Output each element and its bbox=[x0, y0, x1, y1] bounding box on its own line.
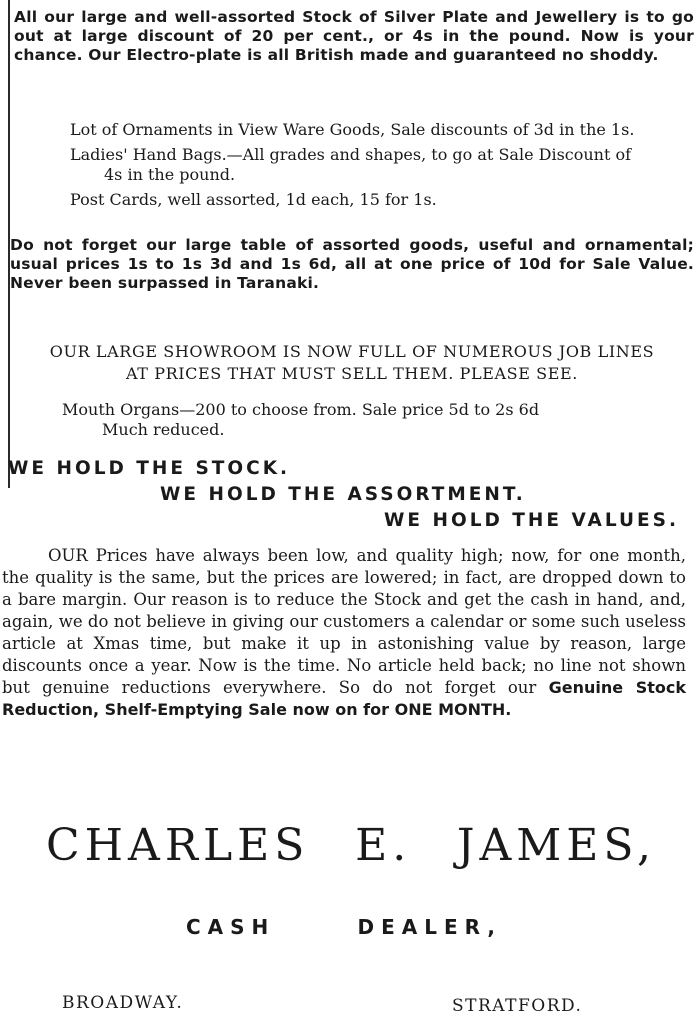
merchant-trade bbox=[186, 915, 502, 939]
item-hand-bags: Ladies' Hand Bags.—All grades and shapes, to go at Sale Discount of 4s in the pound. bbox=[70, 145, 632, 184]
body-paragraph bbox=[2, 545, 686, 721]
showroom-line-1: OUR LARGE SHOWROOM IS NOW FULL OF NUMEROUS JOB LINES bbox=[49, 342, 655, 361]
mouth-organs-item bbox=[62, 400, 652, 440]
merchant-first-name: CHARLES bbox=[46, 820, 310, 871]
merchant-initial: E. bbox=[355, 820, 412, 871]
body-bold-ending: Genuine Stock Reduction, Shelf-Emptying Sale now on for ONE MONTH. bbox=[2, 678, 686, 719]
town-name: STRATFORD. bbox=[452, 996, 583, 1016]
showroom-line-2: AT PRICES THAT MUST SELL THEM. PLEASE SEE. bbox=[126, 364, 578, 383]
mouth-organs-line-2: Much reduced. bbox=[102, 420, 225, 439]
hold-stock-heading: WE HOLD THE STOCK. bbox=[8, 458, 291, 479]
merchant-last-name: JAMES, bbox=[456, 820, 656, 871]
mouth-organs-line-1: Mouth Organs—200 to choose from. Sale price 5d to 2s 6d bbox=[62, 400, 540, 419]
trade-word-cash: CASH bbox=[186, 915, 276, 939]
hold-assortment-heading: WE HOLD THE ASSORTMENT. bbox=[160, 484, 526, 505]
item-ornaments: Lot of Ornaments in View Ware Goods, Sale discounts of 3d in the 1s. bbox=[70, 120, 635, 139]
street-address: BROADWAY. bbox=[62, 993, 184, 1013]
body-text: OUR Prices have always been low, and quality high; now, for one month, the quality is the same, but the prices are lowered; in fact, are dropped down to a bare margin. Our reason is to reduce the Stock and get the cash in hand, and, again, we do not believe in giving our customers a calendar or some such useless article at Xmas time, but make it up in astonishing value by reason, large discounts once a year. Now is the time. No article held back; no line not shown but genuine reductions everywhere. So do not forget our bbox=[2, 546, 686, 697]
item-post-cards: Post Cards, well assorted, 1d each, 15 for 1s. bbox=[70, 190, 437, 209]
reminder-paragraph: Do not forget our large table of assorted goods, useful and ornamental; usual prices 1s to 1s 3d and 1s 6d, all at one price of 10d for Sale Value. Never been surpassed in Taranaki. bbox=[10, 236, 694, 292]
showroom-notice bbox=[10, 341, 694, 385]
hold-values-heading: WE HOLD THE VALUES. bbox=[384, 510, 679, 531]
trade-word-dealer: DEALER, bbox=[357, 915, 502, 939]
sale-item-list bbox=[70, 120, 640, 215]
intro-paragraph: All our large and well-assorted Stock of Silver Plate and Jewellery is to go out at large discount of 20 per cent., or 4s in the pound. Now is your chance. Our Electro-plate is all British made and guaranteed no shoddy. bbox=[14, 8, 694, 64]
merchant-name bbox=[46, 820, 656, 871]
